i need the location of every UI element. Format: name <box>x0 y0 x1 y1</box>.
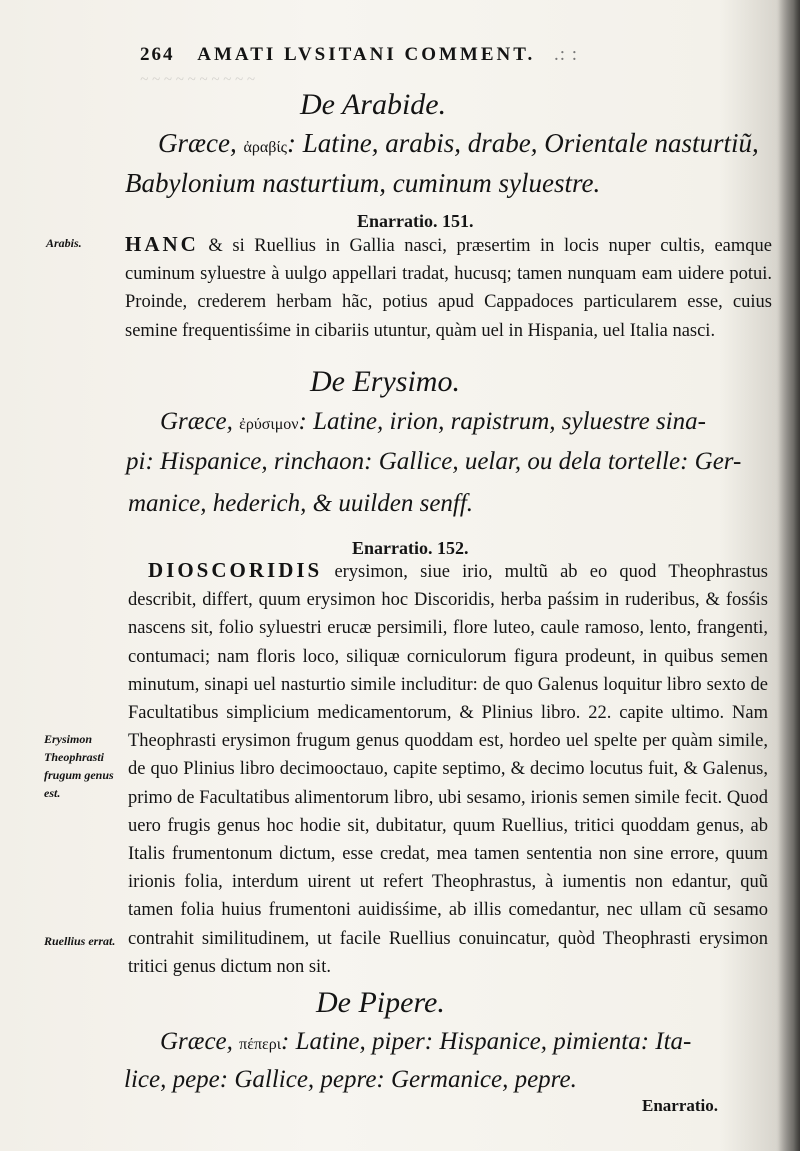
section-title-arabide: De Arabide. <box>300 88 447 121</box>
synonyms-text: : Latine, arabis, drabe, Orientale nasturtiũ, <box>287 128 759 158</box>
synonyms-line-3: manice, hederich, & uuilden senff. <box>128 490 474 517</box>
greek-term: πέπερι <box>239 1036 282 1053</box>
catchword: Enarratio. <box>642 1096 719 1115</box>
synonyms-line-1 <box>160 1028 691 1056</box>
synonyms-text: : Latine, irion, rapistrum, syluestre sina- <box>298 408 706 435</box>
margin-note-arabis: Arabis. <box>46 236 82 250</box>
synonyms-text: : Latine, piper: Hispanice, pimienta: Ita- <box>281 1028 692 1055</box>
synonyms-line-1 <box>158 128 759 159</box>
greek-term: ἐρύσιμον <box>239 416 299 433</box>
header-marks: .: : <box>554 44 579 65</box>
running-title: AMATI LVSITANI COMMENT. <box>197 44 536 65</box>
lang-label: Græce, <box>158 128 237 158</box>
page-number: 264 <box>140 44 175 65</box>
section-title-erysimo: De Erysimo. <box>310 365 460 398</box>
commentary-erysimo <box>128 556 768 981</box>
synonyms-line-2: Babylonium nasturtium, cuminum syluestre. <box>125 168 601 198</box>
synonyms-line-1 <box>160 408 706 436</box>
enarratio-heading: Enarratio. 151. <box>357 211 474 231</box>
synonyms-line-2: pi: Hispanice, rinchaon: Gallice, uelar, ou dela tortelle: Ger- <box>126 448 742 475</box>
lang-label: Græce, <box>160 1028 233 1055</box>
section-title-pipere: De Pipere. <box>316 986 445 1019</box>
margin-note-erysimon: Erysimon Theophrasti frugum genus est. <box>44 732 114 800</box>
margin-note-ruellius: Ruellius errat. <box>44 934 116 948</box>
commentary-arabide <box>125 230 772 345</box>
lead-word: DIOSCORIDIS <box>148 558 323 582</box>
synonyms-line-2: lice, pepe: Gallice, pepre: Germanice, pepre. <box>124 1066 577 1093</box>
enarratio-heading: Enarratio. 152. <box>352 538 469 558</box>
commentary-text: & si Ruellius in Gallia nasci, præsertim in locis nuper cultis, eamque cuminum syluestre à uulgo appellari tradat, hucusq; tamen nunquam eam uidere potui. Proinde, crederem herbam hãc, potius apud Cappadoces particularem esse, cuius semine frequentisśime in cibariis utuntur, quàm uel in Hispania, uel Italia nasci. <box>125 236 772 341</box>
lang-label: Græce, <box>160 408 233 435</box>
lead-word: HANC <box>125 232 199 256</box>
page-edge-shadow <box>778 0 800 1151</box>
commentary-text: erysimon, siue irio, multũ ab eo quod Theophrastus describit, differt, quum erysimon hoc Discoridis, herba paśsim in ruderibus, & fosśis nascens sit, folio syluestri erucæ persimili, flore luteo, caule ramoso, lento, frangenti, contumaci; nam floris loco, siliquæ corniculorum figura prodeunt, in quibus semen minutum, sinapi uel nasturtio simile includitur: de quo Galenus loquitur libro sexto de Facultatibus simplicium medicamentorum, & Plinius libro. 22. capite ultimo. Nam Theophrasti erysimon frugum genus quoddam est, hordeo uel spelte per quàm simile, de quo Plinius libro decimooctauo, capite septimo, & decimo locutus fuit, & Galenus, primo de Facultatibus alimentorum libro, ubi sesamo, irionis semen simile fecit. Quod uero frugis genus hoc hodie sit, dubitatur, quum Ruellius, tritici quoddam genus, ab Italis frumentonum dictum, esse credat, mea tamen sententia non sine errore, quum irionis folia, interdum uirent ut refert Theophrastus, à iumentis non edantur, quũ tamen folia huius frumentoni auidisśime, ab illis comedantur, nec ullam cũ sesamo contrahit similitudinem, ut facile Ruellius conuincatur, quòd Theophrasti erysimon tritici genus dictum non sit. <box>128 562 768 977</box>
bleed-through-text: ~ ~ ~ ~ ~ ~ ~ ~ ~ ~ <box>140 72 255 88</box>
running-header <box>140 44 640 66</box>
greek-term: ἀραβίς <box>243 139 288 156</box>
